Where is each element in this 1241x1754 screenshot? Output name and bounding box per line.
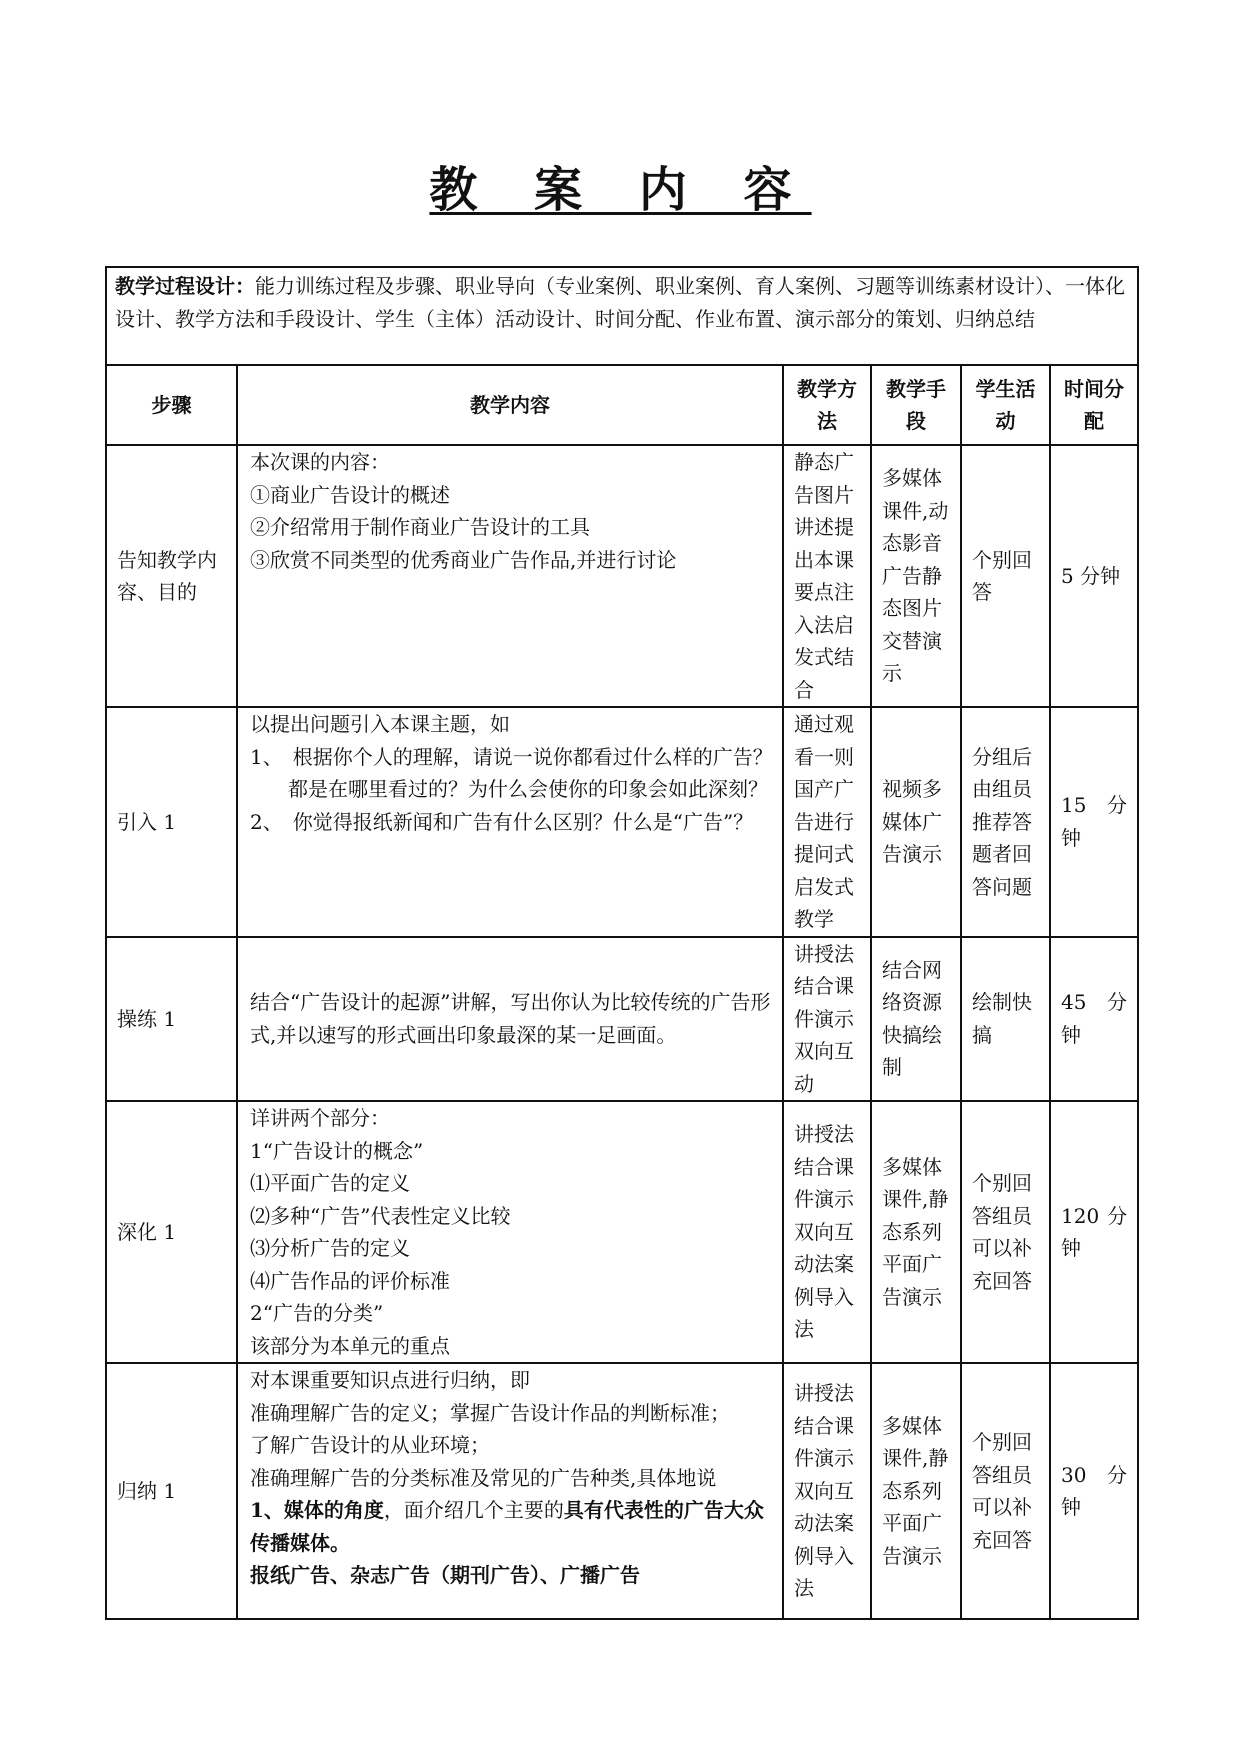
table-row (106, 1363, 1138, 1619)
time-cell: 45 分钟 (1050, 937, 1138, 1102)
step-cell: 操练 1 (106, 937, 237, 1102)
content-cell: 详讲两个部分： 1“广告设计的概念” ⑴平面广告的定义 ⑵多种“广告”代表性定义比较 ⑶分析广告的定义 ⑷广告作品的评价标准 2“广告的分类” 该部分为本单元的重点 (237, 1101, 783, 1363)
design-description: 教学过程设计：能力训练过程及步骤、职业导向（专业案例、职业案例、育人案例、习题等训练素材设计）、一体化设计、教学方法和手段设计、学生（主体）活动设计、时间分配、作业布置、演示部分的策划、归纳总结 (106, 267, 1138, 365)
step-cell: 深化 1 (106, 1101, 237, 1363)
page-title: 教 案 内 容 (429, 162, 812, 218)
time-cell: 5 分钟 (1050, 445, 1138, 707)
activity-cell: 个别回答组员可以补充回答 (961, 1101, 1050, 1363)
col-means-header: 教学手段 (871, 365, 961, 445)
table-row (106, 445, 1138, 707)
activity-cell: 绘制快搞 (961, 937, 1050, 1102)
step-cell: 告知教学内容、目的 (106, 445, 237, 707)
col-step-header: 步骤 (106, 365, 237, 445)
time-cell: 15 分钟 (1050, 707, 1138, 937)
col-time-header: 时间分配 (1050, 365, 1138, 445)
method-cell: 讲授法结合课件演示双向互动 (783, 937, 871, 1102)
means-cell: 多媒体课件,静态系列平面广告演示 (871, 1363, 961, 1619)
col-activity-header: 学生活动 (961, 365, 1050, 445)
means-cell: 多媒体课件,动态影音广告静态图片交替演示 (871, 445, 961, 707)
step-cell: 归纳 1 (106, 1363, 237, 1619)
table-row (106, 707, 1138, 937)
content-cell: 本次课的内容： ①商业广告设计的概述 ②介绍常用于制作商业广告设计的工具 ③欣赏不同类型的优秀商业广告作品,并进行讨论 (237, 445, 783, 707)
activity-cell: 个别回答 (961, 445, 1050, 707)
time-cell: 120 分钟 (1050, 1101, 1138, 1363)
time-cell: 30 分钟 (1050, 1363, 1138, 1619)
content-cell: 结合“广告设计的起源”讲解，写出你认为比较传统的广告形式,并以速写的形式画出印象最深的某一足画面。 (237, 937, 783, 1102)
method-cell: 通过观看一则国产广告进行提问式启发式教学 (783, 707, 871, 937)
method-cell: 讲授法结合课件演示双向互动法案例导入法 (783, 1101, 871, 1363)
means-cell: 视频多媒体广告演示 (871, 707, 961, 937)
col-content-header: 教学内容 (237, 365, 783, 445)
table-row (106, 937, 1138, 1102)
method-cell: 讲授法结合课件演示双向互动法案例导入法 (783, 1363, 871, 1619)
content-cell: 对本课重要知识点进行归纳，即 准确理解广告的定义；掌握广告设计作品的判断标准； 了解广告设计的从业环境； 准确理解广告的分类标准及常见的广告种类,具体地说 1、媒体的角度，面介绍几个主要的具有代表性的广告大众传播媒体。 报纸广告、杂志广告（期刊广告）、广播广告 (237, 1363, 783, 1619)
activity-cell: 个别回答组员可以补充回答 (961, 1363, 1050, 1619)
column-header-row (106, 365, 1138, 445)
method-cell: 静态广告图片讲述提出本课要点注入法启发式结合 (783, 445, 871, 707)
step-cell: 引入 1 (106, 707, 237, 937)
content-cell: 以提出问题引入本课主题，如 1、 根据你个人的理解，请说一说你都看过什么样的广告？都是在哪里看过的？为什么会使你的印象会如此深刻？ 2、 你觉得报纸新闻和广告有什么区别？什么是“广告”？ (237, 707, 783, 937)
col-method-header: 教学方法 (783, 365, 871, 445)
means-cell: 多媒体课件,静态系列平面广告演示 (871, 1101, 961, 1363)
means-cell: 结合网络资源快搞绘制 (871, 937, 961, 1102)
table-row (106, 1101, 1138, 1363)
activity-cell: 分组后由组员推荐答题者回答问题 (961, 707, 1050, 937)
lesson-plan-table (105, 266, 1139, 1620)
